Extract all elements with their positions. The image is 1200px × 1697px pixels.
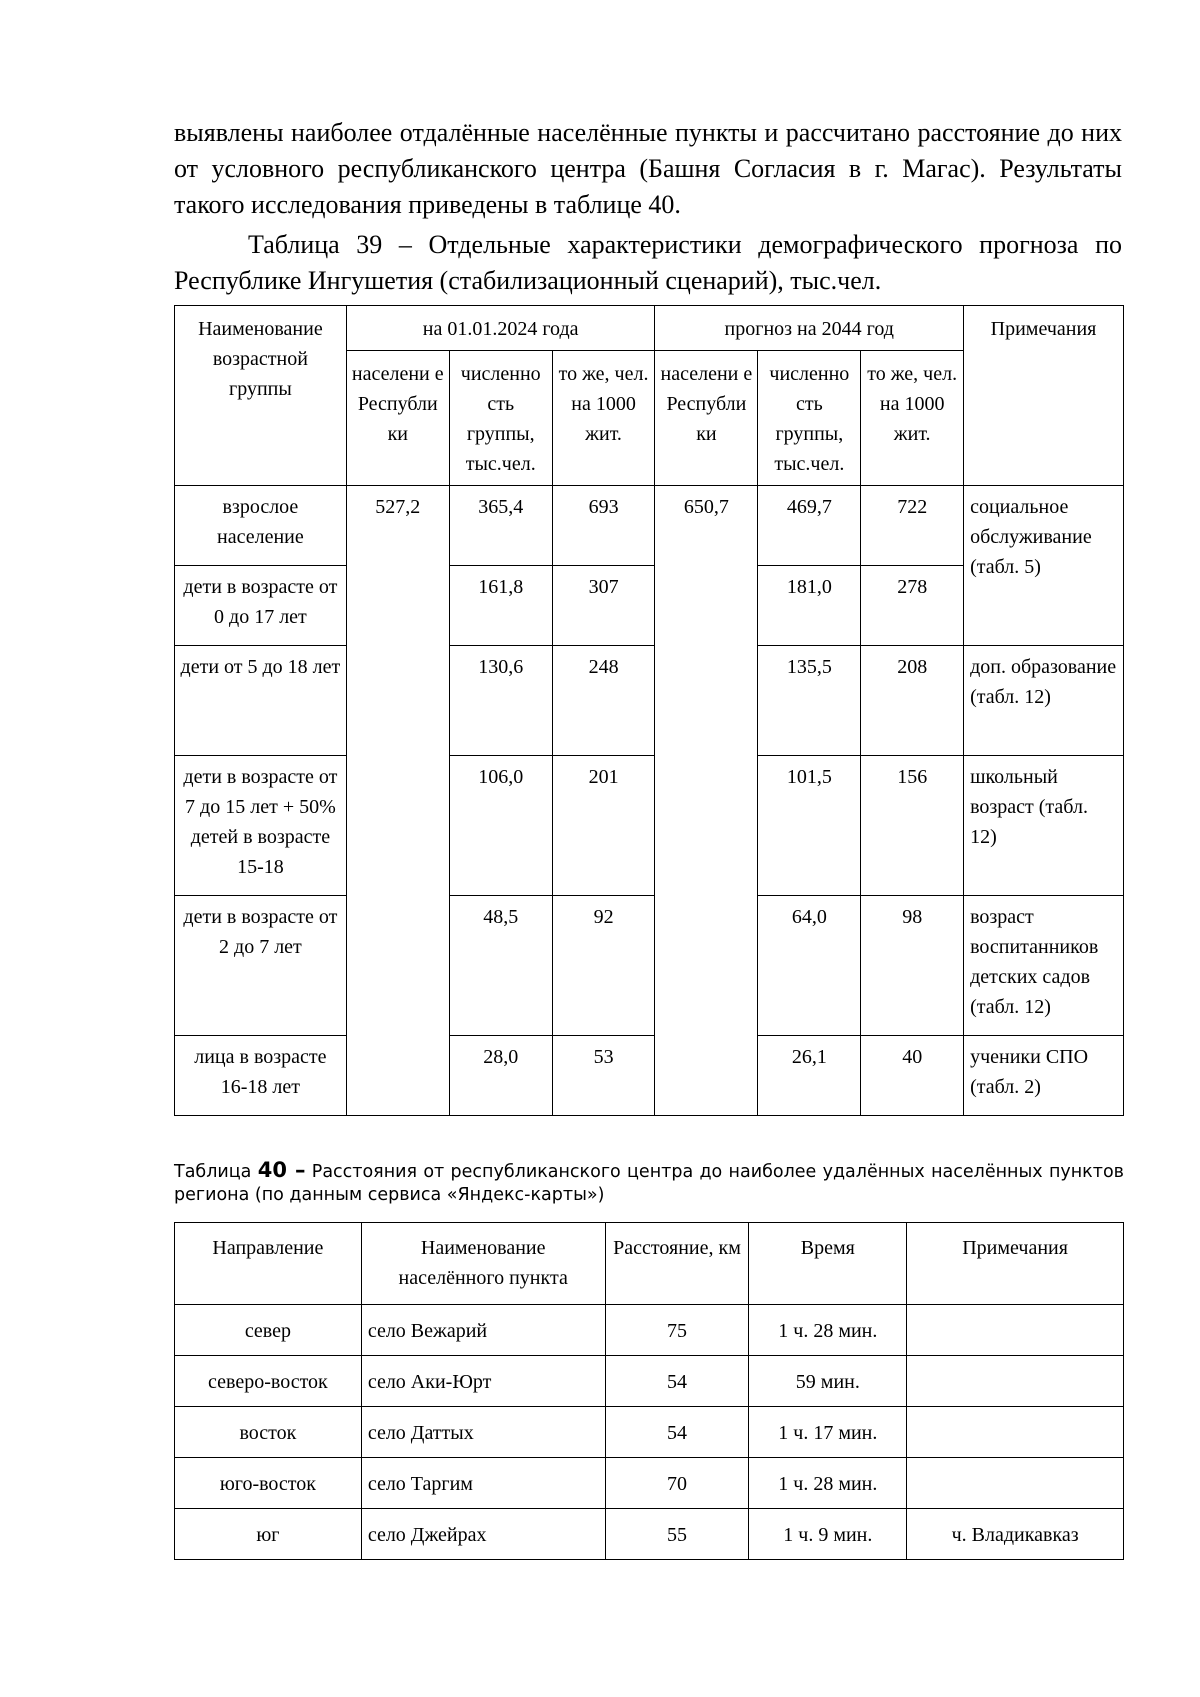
- row-per1000-2044: 98: [861, 896, 964, 1036]
- row-per1000-2044: 208: [861, 646, 964, 756]
- row-note: ученики СПО (табл. 2): [964, 1036, 1124, 1116]
- table-40-caption: [174, 1159, 1124, 1207]
- row-per1000-2024: 201: [552, 756, 655, 896]
- row-distance: 55: [605, 1509, 749, 1560]
- row-count-2044: 26,1: [758, 1036, 861, 1116]
- table-row: [175, 1036, 1124, 1116]
- row-group: дети от 5 до 18 лет: [175, 646, 347, 756]
- row-count-2044: 469,7: [758, 486, 861, 566]
- header-settlement: Наименование населённого пункта: [361, 1223, 605, 1305]
- table-40-caption-number: 40 –: [257, 1158, 306, 1182]
- row-count-2024: 161,8: [449, 566, 552, 646]
- row-settlement: село Даттых: [361, 1407, 605, 1458]
- row-settlement: село Таргим: [361, 1458, 605, 1509]
- row-distance: 75: [605, 1305, 749, 1356]
- table-row: [175, 1356, 1124, 1407]
- table-40-caption-prefix: Таблица: [174, 1162, 252, 1182]
- row-per1000-2044: 40: [861, 1036, 964, 1116]
- row-per1000-2044: 278: [861, 566, 964, 646]
- row-per1000-2024: 307: [552, 566, 655, 646]
- header-current-2024: на 01.01.2024 года: [346, 306, 655, 351]
- table-row: [175, 486, 1124, 566]
- table-40: [174, 1222, 1124, 1560]
- header-direction: Направление: [175, 1223, 362, 1305]
- row-per1000-2024: 92: [552, 896, 655, 1036]
- row-note: школьный возраст (табл. 12): [964, 756, 1124, 896]
- table-39-caption: Таблица 39 – Отдельные характеристики демографического прогноза по Республике Ингушетия (стабилизационный сценарий), тыс.чел.: [174, 230, 1122, 295]
- population-2044: 650,7: [655, 486, 758, 1116]
- header-distance: Расстояние, км: [605, 1223, 749, 1305]
- row-direction: северо-восток: [175, 1356, 362, 1407]
- row-count-2044: 101,5: [758, 756, 861, 896]
- row-count-2024: 365,4: [449, 486, 552, 566]
- table-row: [175, 646, 1124, 756]
- row-per1000-2024: 693: [552, 486, 655, 566]
- row-time: 1 ч. 9 мин.: [749, 1509, 907, 1560]
- table-header-row: [175, 306, 1124, 351]
- row-settlement: село Аки-Юрт: [361, 1356, 605, 1407]
- row-count-2024: 106,0: [449, 756, 552, 896]
- row-count-2024: 130,6: [449, 646, 552, 756]
- row-direction: юго-восток: [175, 1458, 362, 1509]
- row-distance: 70: [605, 1458, 749, 1509]
- row-per1000-2024: 53: [552, 1036, 655, 1116]
- subheader-population-2044: населени е Республи ки: [655, 351, 758, 486]
- row-note: [907, 1407, 1124, 1458]
- row-group: взрослое население: [175, 486, 347, 566]
- header-time: Время: [749, 1223, 907, 1305]
- row-count-2044: 135,5: [758, 646, 861, 756]
- row-settlement: село Вежарий: [361, 1305, 605, 1356]
- table-row: [175, 1509, 1124, 1560]
- table-row: [175, 896, 1124, 1036]
- row-group: дети в возрасте от 0 до 17 лет: [175, 566, 347, 646]
- row-count-2044: 181,0: [758, 566, 861, 646]
- header-forecast-2044: прогноз на 2044 год: [655, 306, 964, 351]
- row-count-2024: 48,5: [449, 896, 552, 1036]
- row-distance: 54: [605, 1407, 749, 1458]
- row-direction: юг: [175, 1509, 362, 1560]
- row-distance: 54: [605, 1356, 749, 1407]
- table-row: [175, 1458, 1124, 1509]
- row-direction: север: [175, 1305, 362, 1356]
- subheader-count-2044: численно сть группы, тыс.чел.: [758, 351, 861, 486]
- row-time: 1 ч. 28 мин.: [749, 1458, 907, 1509]
- subheader-population-2024: населени е Республи ки: [346, 351, 449, 486]
- row-time: 59 мин.: [749, 1356, 907, 1407]
- row-per1000-2044: 722: [861, 486, 964, 566]
- row-group: дети в возрасте от 2 до 7 лет: [175, 896, 347, 1036]
- row-time: 1 ч. 28 мин.: [749, 1305, 907, 1356]
- subheader-per1000-2044: то же, чел. на 1000 жит.: [861, 351, 964, 486]
- row-count-2024: 28,0: [449, 1036, 552, 1116]
- header-notes: Примечания: [964, 306, 1124, 486]
- row-count-2044: 64,0: [758, 896, 861, 1036]
- subheader-count-2024: численно сть группы, тыс.чел.: [449, 351, 552, 486]
- row-note: [907, 1458, 1124, 1509]
- table-40-caption-text: Расстояния от республиканского центра до наиболее удалённых населённых пунктов региона (по данным сервиса «Яндекс-карты»): [174, 1162, 1124, 1205]
- row-note: доп. образование (табл. 12): [964, 646, 1124, 756]
- row-settlement: село Джейрах: [361, 1509, 605, 1560]
- table-row: [175, 756, 1124, 896]
- table-row: [175, 1407, 1124, 1458]
- row-note: социальное обслуживание (табл. 5): [964, 486, 1124, 646]
- row-per1000-2024: 248: [552, 646, 655, 756]
- subheader-per1000-2024: то же, чел. на 1000 жит.: [552, 351, 655, 486]
- row-time: 1 ч. 17 мин.: [749, 1407, 907, 1458]
- intro-paragraph: выявлены наиболее отдалённые населённые пункты и рассчитано расстояние до них от условного республиканского центра (Башня Согласия в г. Магас). Результаты такого исследования приведены в таблице 40.: [174, 118, 1122, 219]
- row-per1000-2044: 156: [861, 756, 964, 896]
- row-note: [907, 1305, 1124, 1356]
- row-group: дети в возрасте от 7 до 15 лет + 50% детей в возрасте 15-18: [175, 756, 347, 896]
- table-header-row: [175, 1223, 1124, 1305]
- header-notes: Примечания: [907, 1223, 1124, 1305]
- row-direction: восток: [175, 1407, 362, 1458]
- table-row: [175, 1305, 1124, 1356]
- row-note: возраст воспитанников детских садов (табл. 12): [964, 896, 1124, 1036]
- table-39: [174, 305, 1124, 1116]
- row-note: ч. Владикавказ: [907, 1509, 1124, 1560]
- population-2024: 527,2: [346, 486, 449, 1116]
- row-group: лица в возрасте 16-18 лет: [175, 1036, 347, 1116]
- header-age-group: Наименование возрастной группы: [175, 306, 347, 486]
- row-note: [907, 1356, 1124, 1407]
